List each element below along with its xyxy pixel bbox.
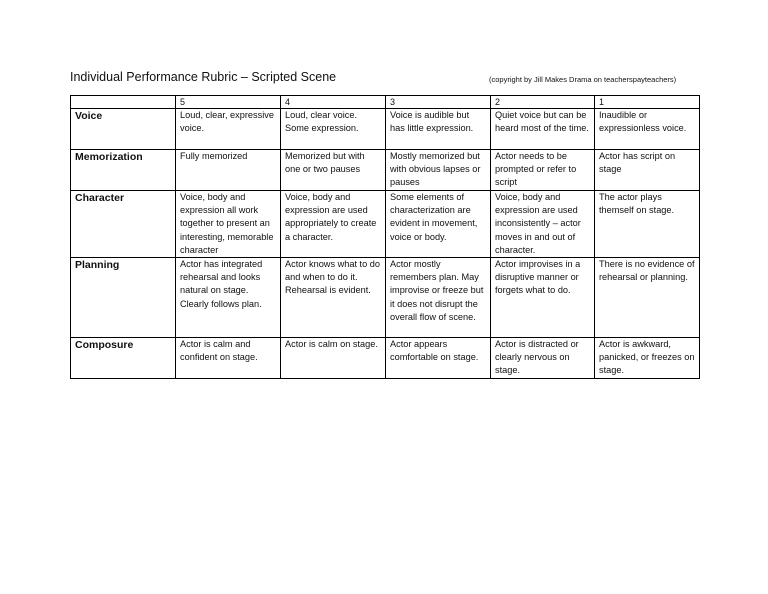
table-row [71,338,700,379]
rubric-cell: Voice is audible but has little expression. [386,109,491,150]
copyright-note: (copyright by Jill Makes Drama on teacherspayteachers) [489,75,677,84]
rubric-cell: Loud, clear voice. Some expression. [281,109,386,150]
document-title: Individual Performance Rubric – Scripted Scene [70,70,337,84]
score-header-1: 1 [595,96,700,109]
header-corner-cell [71,96,176,109]
rubric-cell: Voice, body and expression are used inconsistently – actor moves in and out of character. [491,191,595,258]
score-header-5: 5 [176,96,281,109]
rubric-cell: Voice, body and expression all work together to present an interesting, memorable character [176,191,281,258]
rubric-cell: Fully memorized [176,150,281,191]
score-header-4: 4 [281,96,386,109]
criterion-planning: Planning [71,258,176,338]
rubric-cell: Voice, body and expression are used appropriately to create a character. [281,191,386,258]
score-header-2: 2 [491,96,595,109]
rubric-cell: Memorized but with one or two pauses [281,150,386,191]
table-row [71,191,700,258]
rubric-cell: Actor is calm on stage. [281,338,386,379]
rubric-cell: Inaudible or expressionless voice. [595,109,700,150]
rubric-cell: Actor is awkward, panicked, or freezes on stage. [595,338,700,379]
rubric-cell: Actor appears comfortable on stage. [386,338,491,379]
rubric-cell: Actor mostly remembers plan. May improvise or freeze but it does not disrupt the overall flow of scene. [386,258,491,338]
rubric-cell: Loud, clear, expressive voice. [176,109,281,150]
table-row [71,258,700,338]
criterion-voice: Voice [71,109,176,150]
rubric-cell: Actor has script on stage [595,150,700,191]
score-header-row [71,96,700,109]
criterion-memorization: Memorization [71,150,176,191]
rubric-cell: Quiet voice but can be heard most of the time. [491,109,595,150]
rubric-cell: Some elements of characterization are evident in movement, voice or body. [386,191,491,258]
table-row [71,109,700,150]
score-header-3: 3 [386,96,491,109]
rubric-cell: Actor knows what to do and when to do it. Rehearsal is evident. [281,258,386,338]
rubric-table [70,95,700,379]
criterion-character: Character [71,191,176,258]
rubric-cell: Actor has integrated rehearsal and looks natural on stage. Clearly follows plan. [176,258,281,338]
rubric-cell: Actor is distracted or clearly nervous on stage. [491,338,595,379]
rubric-cell: Actor needs to be prompted or refer to script [491,150,595,191]
rubric-cell: Mostly memorized but with obvious lapses or pauses [386,150,491,191]
rubric-cell: The actor plays themself on stage. [595,191,700,258]
rubric-cell: There is no evidence of rehearsal or planning. [595,258,700,338]
rubric-cell: Actor is calm and confident on stage. [176,338,281,379]
criterion-composure: Composure [71,338,176,379]
table-row [71,150,700,191]
rubric-cell: Actor improvises in a disruptive manner or forgets what to do. [491,258,595,338]
